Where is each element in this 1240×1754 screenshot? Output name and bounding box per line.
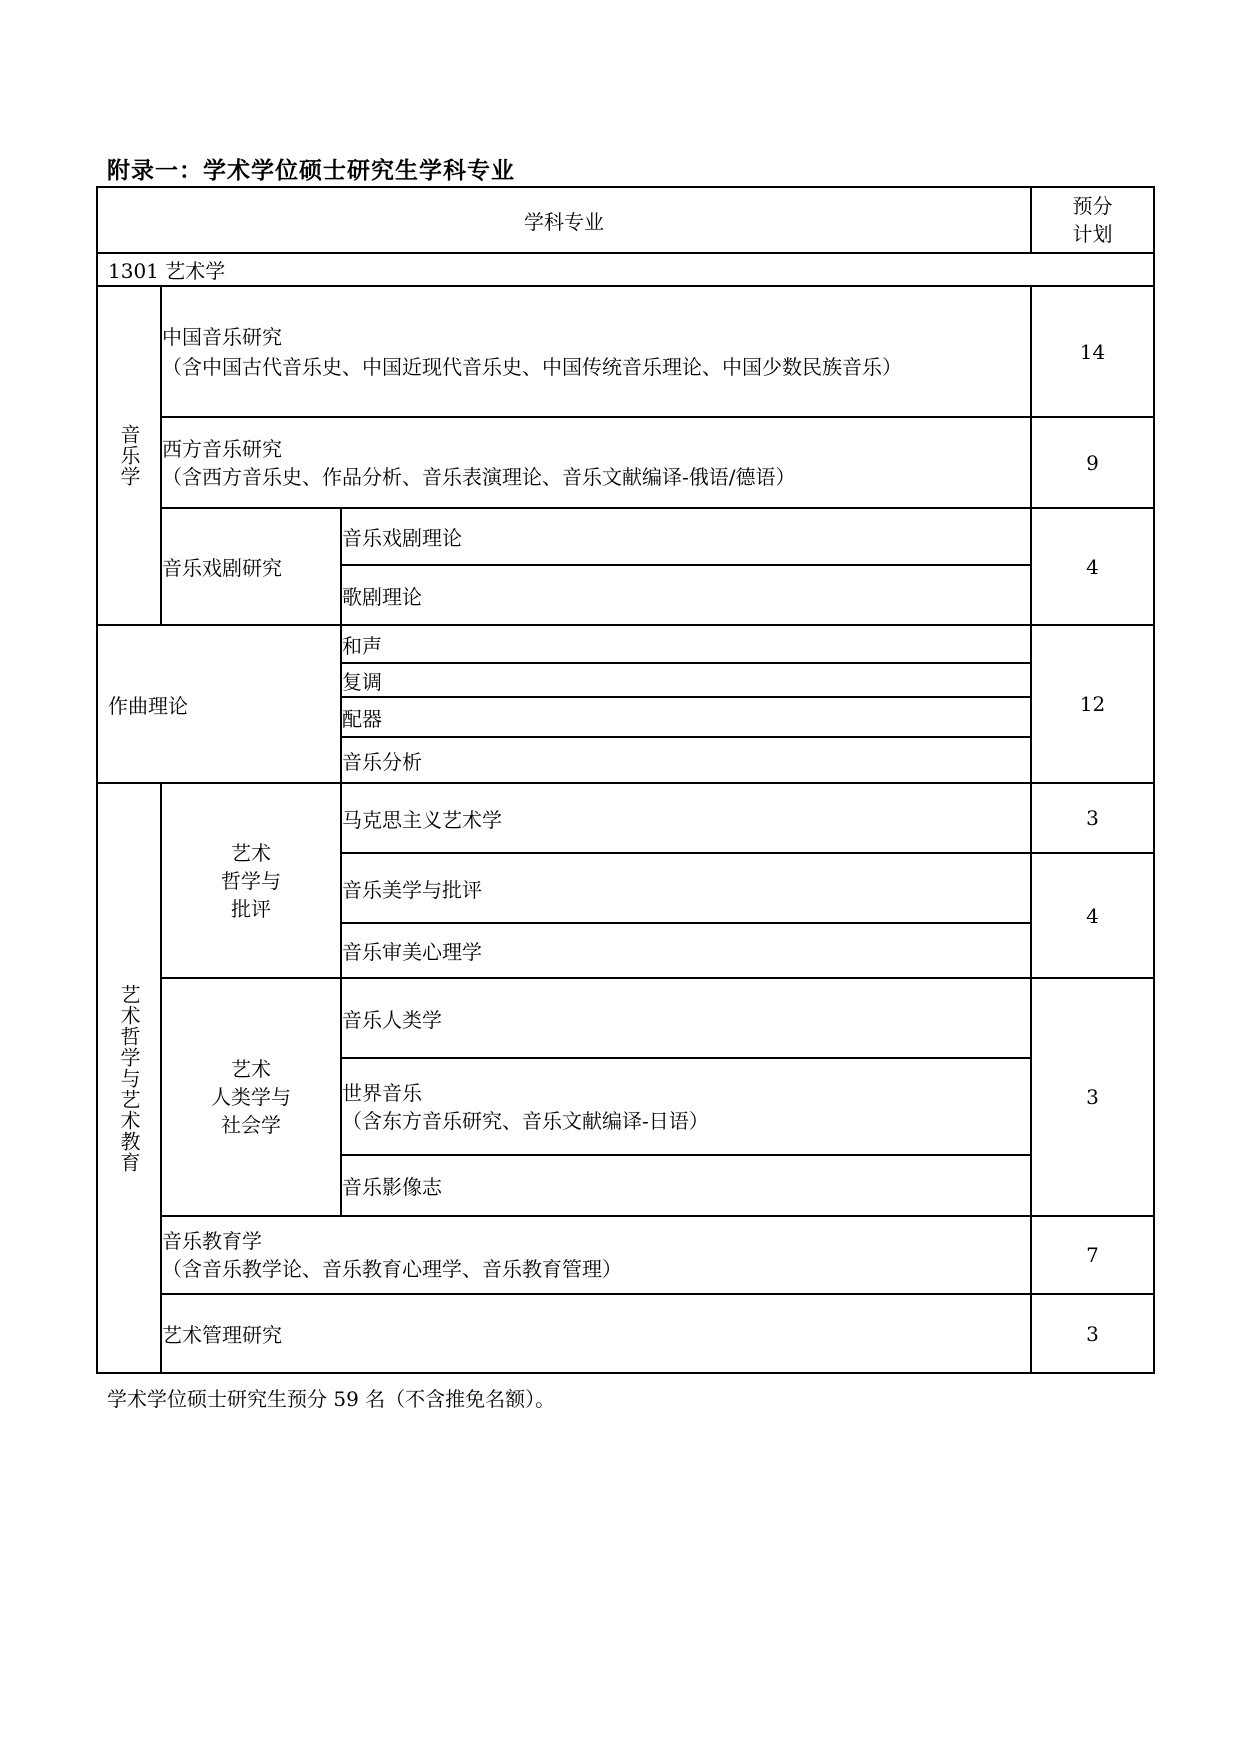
category-row xyxy=(97,253,1154,286)
music-education-cell xyxy=(161,1216,1031,1294)
music-education-name: 音乐教育学 xyxy=(162,1229,262,1253)
world-music-detail: （含东方音乐研究、音乐文献编译-日语） xyxy=(342,1108,709,1133)
table-row xyxy=(97,417,1154,508)
art-anthropology-name: 艺术 人类学与 社会学 xyxy=(161,978,341,1216)
table-row xyxy=(97,1216,1154,1294)
table-row xyxy=(97,1294,1154,1373)
western-music-cell xyxy=(161,417,1031,508)
composition-item: 音乐分析 xyxy=(341,737,1031,783)
music-drama-name: 音乐戏剧研究 xyxy=(161,508,341,625)
composition-item: 配器 xyxy=(341,697,1031,737)
marxist-art-quota: 3 xyxy=(1031,783,1154,853)
discipline-table xyxy=(96,186,1155,1374)
music-education-quota: 7 xyxy=(1031,1216,1154,1294)
music-drama-item: 歌剧理论 xyxy=(341,565,1031,625)
header-quota xyxy=(1031,187,1154,253)
art-management-quota: 3 xyxy=(1031,1294,1154,1373)
chinese-music-name: 中国音乐研究 xyxy=(162,324,282,349)
table-row xyxy=(97,783,1154,853)
header-quota-line2: 计划 xyxy=(1072,222,1113,246)
table-row xyxy=(97,625,1154,663)
chinese-music-detail: （含中国古代音乐史、中国近现代音乐史、中国传统音乐理论、中国少数民族音乐） xyxy=(162,354,902,379)
music-drama-item: 音乐戏剧理论 xyxy=(341,508,1031,565)
music-drama-quota: 4 xyxy=(1031,508,1154,625)
art-philosophy-name: 艺术 哲学与 批评 xyxy=(161,783,341,978)
composition-item: 复调 xyxy=(341,663,1031,697)
table-row xyxy=(97,286,1154,417)
music-education-detail: （含音乐教学论、音乐教育心理学、音乐教育管理） xyxy=(162,1257,622,1281)
anthropology-quota: 3 xyxy=(1031,978,1154,1216)
header-quota-line1: 预分 xyxy=(1072,194,1113,218)
composition-quota: 12 xyxy=(1031,625,1154,783)
aesthetics-item: 音乐美学与批评 xyxy=(341,853,1031,923)
composition-item: 和声 xyxy=(341,625,1031,663)
marxist-art-studies: 马克思主义艺术学 xyxy=(341,783,1031,853)
art-education-group-label: 艺术哲学与艺术教育 xyxy=(97,783,161,1373)
category-label: 1301 艺术学 xyxy=(97,253,1154,286)
anthropology-item: 音乐影像志 xyxy=(341,1155,1031,1216)
western-music-detail: （含西方音乐史、作品分析、音乐表演理论、音乐文献编译-俄语/德语） xyxy=(162,464,796,489)
page-title: 附录一：学术学位硕士研究生学科专业 xyxy=(107,157,515,184)
music-group-label: 音乐学 xyxy=(97,286,161,625)
world-music-name: 世界音乐 xyxy=(342,1080,422,1105)
art-management-name: 艺术管理研究 xyxy=(161,1294,1031,1373)
anthropology-item: 音乐人类学 xyxy=(341,978,1031,1058)
table-row xyxy=(97,508,1154,565)
table-row xyxy=(97,978,1154,1058)
chinese-music-quota: 14 xyxy=(1031,286,1154,417)
footnote: 学术学位硕士研究生预分 59 名（不含推免名额）。 xyxy=(107,1387,556,1411)
anthropology-item xyxy=(341,1058,1031,1155)
table-header-row xyxy=(97,187,1154,253)
aesthetics-quota: 4 xyxy=(1031,853,1154,978)
aesthetics-item: 音乐审美心理学 xyxy=(341,923,1031,978)
chinese-music-cell xyxy=(161,286,1031,417)
western-music-name: 西方音乐研究 xyxy=(162,436,282,461)
composition-name: 作曲理论 xyxy=(97,625,341,783)
western-music-quota: 9 xyxy=(1031,417,1154,508)
header-discipline: 学科专业 xyxy=(97,187,1031,253)
